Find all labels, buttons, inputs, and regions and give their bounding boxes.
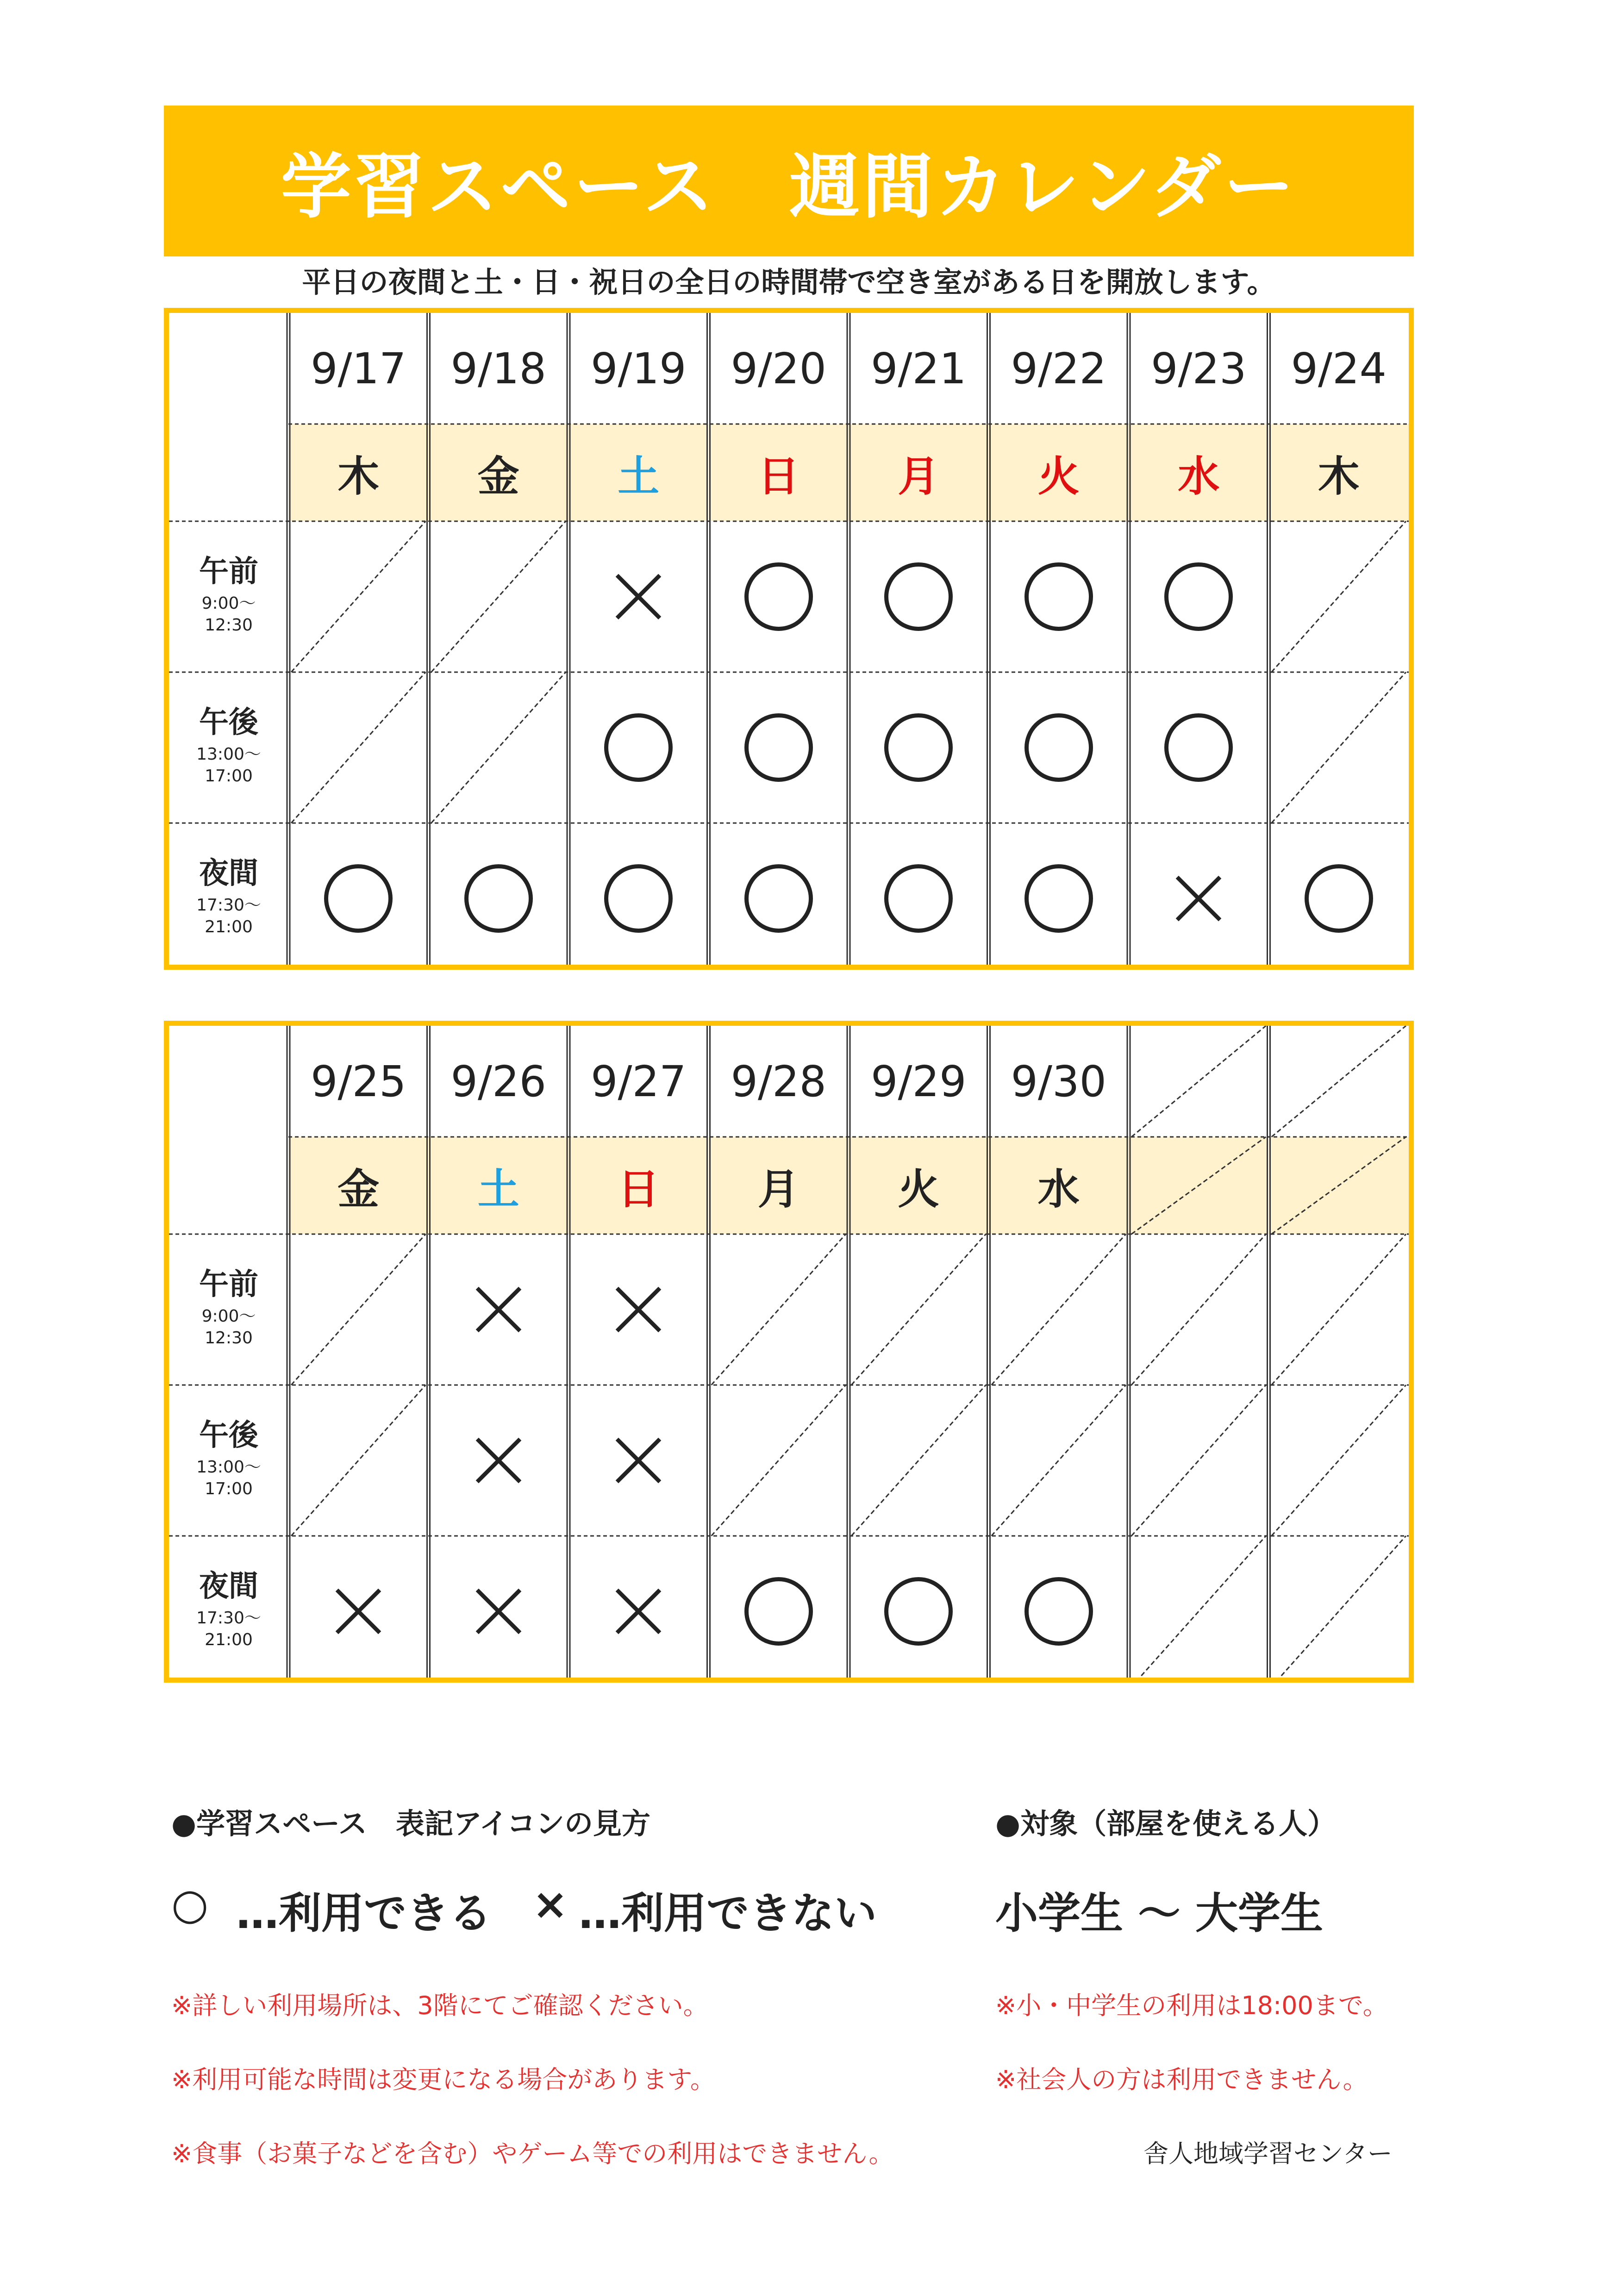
row-label-name: 午前 bbox=[199, 555, 258, 589]
weekday-cell: 土 bbox=[568, 424, 709, 521]
slot-cell-am bbox=[1269, 521, 1409, 672]
row-label bbox=[169, 823, 288, 974]
slot-cell-night bbox=[1129, 1536, 1269, 1687]
slot-cell-am bbox=[568, 521, 709, 672]
slot-cell-night bbox=[429, 1536, 569, 1687]
available-circle-icon bbox=[744, 864, 813, 933]
available-circle-icon bbox=[884, 713, 953, 782]
weekday-cell: 木 bbox=[288, 424, 429, 521]
slot-cell-pm bbox=[989, 1385, 1129, 1536]
week-calendar-1 bbox=[164, 308, 1414, 970]
row-label-time-to: 17:00 bbox=[205, 767, 253, 786]
slot-cell-am bbox=[429, 1234, 569, 1385]
row-label-time-from: 9:00〜 bbox=[201, 1307, 256, 1326]
slot-cell-night bbox=[709, 1536, 849, 1687]
date-cell: 9/28 bbox=[731, 1056, 827, 1106]
date-cell: 9/20 bbox=[731, 343, 827, 393]
slot-cell-pm bbox=[429, 672, 569, 823]
slot-cell-am bbox=[1129, 1234, 1269, 1385]
slot-cell-am bbox=[989, 521, 1129, 672]
weekday-cell: 水 bbox=[1129, 424, 1269, 521]
week-calendar-2 bbox=[164, 1021, 1414, 1683]
available-circle-icon bbox=[744, 713, 813, 782]
slot-cell-am bbox=[288, 1234, 429, 1385]
row-label-time-from: 13:00〜 bbox=[196, 1458, 261, 1477]
slot-cell-pm bbox=[709, 672, 849, 823]
target-heading: ●対象（部屋を使える人） bbox=[995, 1807, 1337, 1841]
row-label-time bbox=[196, 1457, 261, 1500]
weekday-cell: 日 bbox=[709, 424, 849, 521]
slot-cell-pm bbox=[288, 672, 429, 823]
available-circle-icon bbox=[1024, 864, 1093, 933]
available-circle-icon bbox=[1024, 713, 1093, 782]
slot-cell-night bbox=[1269, 823, 1409, 974]
date-cell: 9/29 bbox=[870, 1056, 967, 1106]
slot-cell-night bbox=[1129, 823, 1269, 974]
row-label bbox=[169, 521, 288, 672]
available-circle-icon bbox=[884, 864, 953, 933]
row-label bbox=[169, 1385, 288, 1536]
legend-circle-symbol: ○ bbox=[171, 1879, 209, 1929]
date-cell: 9/18 bbox=[450, 343, 547, 393]
weekday-cell: 木 bbox=[1269, 424, 1409, 521]
row-label-time-to: 21:00 bbox=[205, 1630, 253, 1649]
row-label-time-from: 17:30〜 bbox=[196, 1609, 261, 1628]
slot-cell-pm bbox=[429, 1385, 569, 1536]
date-cell: 9/24 bbox=[1291, 343, 1387, 393]
slot-cell-pm bbox=[1129, 672, 1269, 823]
date-cell: 9/22 bbox=[1011, 343, 1107, 393]
row-label-time bbox=[196, 1608, 261, 1651]
weekday-cell: 火 bbox=[989, 424, 1129, 521]
row-label-time bbox=[202, 1306, 256, 1349]
row-label-time bbox=[202, 593, 256, 636]
slot-cell-night bbox=[429, 823, 569, 974]
slot-cell-night bbox=[568, 823, 709, 974]
slot-cell-pm bbox=[989, 672, 1129, 823]
slot-cell-am bbox=[429, 521, 569, 672]
legend-heading: ●学習スペース 表記アイコンの見方 bbox=[171, 1807, 650, 1841]
row-label-name: 午後 bbox=[199, 705, 258, 740]
calendar-grid bbox=[169, 313, 1409, 965]
slot-cell-am bbox=[849, 521, 989, 672]
slot-cell-night bbox=[989, 1536, 1129, 1687]
slot-cell-night bbox=[288, 823, 429, 974]
target-note-1: ※小・中学生の利用は18:00まで。 bbox=[995, 1991, 1388, 2020]
available-circle-icon bbox=[604, 713, 673, 782]
available-circle-icon bbox=[1164, 562, 1233, 631]
weekday-cell bbox=[1269, 1137, 1409, 1234]
target-note-2: ※社会人の方は利用できません。 bbox=[995, 2065, 1368, 2094]
slot-cell-pm bbox=[288, 1385, 429, 1536]
date-cell: 9/21 bbox=[870, 343, 967, 393]
date-cell: 9/19 bbox=[590, 343, 687, 393]
slot-cell-night bbox=[1269, 1536, 1409, 1687]
available-circle-icon bbox=[464, 864, 533, 933]
available-circle-icon bbox=[744, 562, 813, 631]
calendar-grid bbox=[169, 1026, 1409, 1678]
weekday-cell: 月 bbox=[709, 1137, 849, 1234]
row-label bbox=[169, 1536, 288, 1687]
available-circle-icon bbox=[1024, 1577, 1093, 1646]
slot-cell-pm bbox=[568, 672, 709, 823]
unavailable-cross-icon bbox=[473, 1586, 524, 1637]
slot-cell-am bbox=[989, 1234, 1129, 1385]
available-circle-icon bbox=[604, 864, 673, 933]
row-label-time-to: 12:30 bbox=[205, 1329, 253, 1348]
slot-cell-pm bbox=[1129, 1385, 1269, 1536]
row-label-name: 夜間 bbox=[199, 856, 258, 891]
slot-cell-night bbox=[849, 823, 989, 974]
legend-note-2: ※利用可能な時間は変更になる場合があります。 bbox=[171, 2065, 715, 2094]
weekday-cell: 火 bbox=[849, 1137, 989, 1234]
legend-cross-text: …利用できない bbox=[579, 1889, 877, 1938]
available-circle-icon bbox=[884, 1577, 953, 1646]
available-circle-icon bbox=[324, 864, 393, 933]
unavailable-cross-icon bbox=[473, 1284, 524, 1335]
available-circle-icon bbox=[1305, 864, 1373, 933]
row-label bbox=[169, 672, 288, 823]
date-cell: 9/17 bbox=[310, 343, 406, 393]
slot-cell-pm bbox=[1269, 672, 1409, 823]
unavailable-cross-icon bbox=[473, 1435, 524, 1486]
slot-cell-am bbox=[709, 521, 849, 672]
slot-cell-am bbox=[1269, 1234, 1409, 1385]
date-cell: 9/25 bbox=[310, 1056, 406, 1106]
slot-cell-am bbox=[849, 1234, 989, 1385]
date-cell: 9/30 bbox=[1011, 1056, 1107, 1106]
weekday-cell: 日 bbox=[568, 1137, 709, 1234]
slot-cell-pm bbox=[849, 672, 989, 823]
slot-cell-night bbox=[568, 1536, 709, 1687]
slot-cell-am bbox=[1129, 521, 1269, 672]
row-label-time-from: 13:00〜 bbox=[196, 745, 261, 764]
legend-note-1: ※詳しい利用場所は、3階にてご確認ください。 bbox=[171, 1991, 708, 2020]
row-label-name: 夜間 bbox=[199, 1569, 258, 1604]
slot-cell-night bbox=[849, 1536, 989, 1687]
weekday-cell: 金 bbox=[429, 424, 569, 521]
date-cell: 9/26 bbox=[450, 1056, 547, 1106]
row-label-name: 午後 bbox=[199, 1418, 258, 1453]
row-label-time-to: 21:00 bbox=[205, 917, 253, 936]
available-circle-icon bbox=[1164, 713, 1233, 782]
legend-circle-text: …利用できる bbox=[236, 1889, 492, 1938]
organization-name: 舎人地域学習センター bbox=[1143, 2139, 1393, 2168]
legend-cross-symbol: × bbox=[532, 1879, 568, 1929]
weekday-cell: 月 bbox=[849, 424, 989, 521]
slot-cell-pm bbox=[849, 1385, 989, 1536]
row-label-time-to: 12:30 bbox=[205, 616, 253, 635]
slot-cell-am bbox=[288, 521, 429, 672]
date-cell: 9/27 bbox=[590, 1056, 687, 1106]
available-circle-icon bbox=[884, 562, 953, 631]
weekday-cell: 水 bbox=[989, 1137, 1129, 1234]
available-circle-icon bbox=[744, 1577, 813, 1646]
weekday-cell: 土 bbox=[429, 1137, 569, 1234]
slot-cell-pm bbox=[568, 1385, 709, 1536]
slot-cell-am bbox=[709, 1234, 849, 1385]
available-circle-icon bbox=[1024, 562, 1093, 631]
row-label-name: 午前 bbox=[199, 1267, 258, 1302]
row-label-time-to: 17:00 bbox=[205, 1479, 253, 1498]
date-cell: 9/23 bbox=[1150, 343, 1247, 393]
row-label-time-from: 17:30〜 bbox=[196, 896, 261, 915]
weekday-cell: 金 bbox=[288, 1137, 429, 1234]
unavailable-cross-icon bbox=[613, 1586, 664, 1637]
page-title: 学習スペース 週間カレンダー bbox=[164, 106, 1414, 256]
slot-cell-night bbox=[709, 823, 849, 974]
page-subtitle: 平日の夜間と土・日・祝日の全日の時間帯で空き室がある日を開放します。 bbox=[302, 265, 1276, 299]
date-cell bbox=[1129, 1026, 1269, 1137]
slot-cell-am bbox=[568, 1234, 709, 1385]
unavailable-cross-icon bbox=[333, 1586, 384, 1637]
slot-cell-night bbox=[288, 1536, 429, 1687]
legend-note-3: ※食事（お菓子などを含む）やゲーム等での利用はできません。 bbox=[171, 2139, 894, 2168]
slot-cell-night bbox=[989, 823, 1129, 974]
unavailable-cross-icon bbox=[613, 571, 664, 622]
unavailable-cross-icon bbox=[613, 1435, 664, 1486]
row-label-time-from: 9:00〜 bbox=[201, 594, 256, 613]
unavailable-cross-icon bbox=[1173, 873, 1224, 924]
slot-cell-pm bbox=[709, 1385, 849, 1536]
slot-cell-pm bbox=[1269, 1385, 1409, 1536]
row-label-time bbox=[196, 744, 261, 787]
row-label-time bbox=[196, 895, 261, 938]
row-label bbox=[169, 1234, 288, 1385]
weekday-cell bbox=[1129, 1137, 1269, 1234]
date-cell bbox=[1269, 1026, 1409, 1137]
target-range: 小学生 〜 大学生 bbox=[995, 1889, 1324, 1938]
unavailable-cross-icon bbox=[613, 1284, 664, 1335]
